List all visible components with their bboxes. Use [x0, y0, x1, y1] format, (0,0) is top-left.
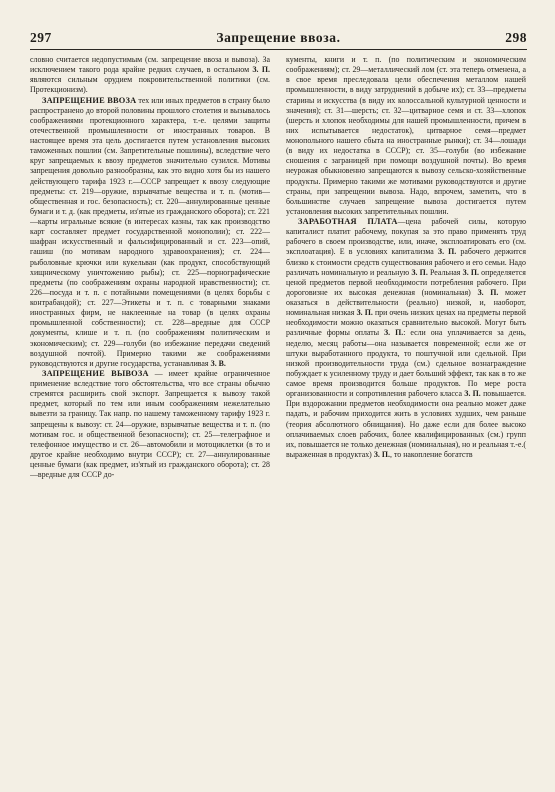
- entry-wages: ЗАРАБОТНАЯ ПЛАТА—цена рабочей силы, которую капиталист платит рабочему, покупая за это право применять труд рабочего в своем производстве, или, иначе, эксплоатировать его (см. эксплоатация). Е в условиях капитализма З. П. рабочего держится близко к стоимости средств существования рабочего и его семьи. Надо различать номинальную и реальную З. П. Реальная З. П. определяется ценой предметов первой необходимости потребления рабочего. При дороговизне их высокая денежная (номинальная) З. П. может оказаться в действительности (реально) низкой, и, наоборот, номинальная низкая З. П. при очень низких ценах на предметы первой необходимости можно оказаться сравнительно высокой. Могут быть различные формы оплаты З. П.: если она уплачивается за день, неделю, месяц работы—она называется повременной; если же от штуки выработанного продукта, то поштучной или сдельной. При низкой производительности труда (см.) сдельное вознаграждение побуждает к усиленному труду и дает больший эффект, так как в то же самое время производится больше продуктов. По мере роста организованности и сопротивления рабочего класса З. П. повышается. При вздорожании предметов необходимости она реально может даже падать, и рабочим приходится жить в условиях худших, чем раньше (теория абсолютного обнищания). Но даже если для более высоко оплачиваемых слоев рабочих, более квалифицированных (см.) групп их, повышается не только денежная (номинальная), но и реальная т.-е.( выраженная в продуктах) З. П., то накопление богатств: [286, 217, 526, 459]
- headword-import-ban: ЗАПРЕЩЕНИЕ ВВОЗА: [42, 95, 137, 105]
- header-rule: [30, 49, 527, 50]
- entry-import-ban: ЗАПРЕЩЕНИЕ ВВОЗА тех или иных предметов в страну было распространено до второй половины прошлого столетия и вызывалось соображениями протекционного характера, т.-е. целями защиты отечественной промышленности от иностранных товаров. В настоящее время эта цель достигается путем установления высоких таможенных пошлин (см. Запретительные пошлины), вследствие чего круг запрещаемых к ввозу предметов значительно сузился. Мотивы запрещения довольно разнообразны, как это видно хотя бы из нашего действующего тарифа 1923 г.—СССР запрещает к ввозу следующие предметы: ст. 219—оружие, взрывчатые вещества и т. п. (мотив—общественная и гос. безопасность); ст. 220—аннулированные ценные бумаги и т. д. (как предметы, из'ятые из гражданского оборота); ст. 221—карты игральные всякие (в интересах казны, так как производство карт составляет предмет государственной монополии); ст. 222—шафран искусственный и фальсифицированный и ст. 223—опий, гашиш (по мотивам народного здравоохранения); ст. 224—рыболовные крючки или кукельван (как продукт, способствующий хищническому уничтожению рыбы); ст. 225—порнографические предметы (по соображениям охраны народной нравственности); ст. 226—посуда и т. п. с потайными помещениями (в целях борьбы с контрабандой); ст. 227—Этикеты и т. п. с товарными знаками иностранных фирм, не наклеенные на товар (в целях охраны промышленной собственности); ст. 228—вредные для СССР документы, клише и т. п. (по соображениям политическим и экономическим); ст. 229—голуби (во избежание передачи сведений воздушной почтой). Примерно такими же соображениями руководствуются и другие государства, устанавливая З. В.: [30, 95, 270, 368]
- left-page-number: 297: [30, 30, 52, 45]
- page-header: [30, 30, 527, 48]
- headword-export-ban: ЗАПРЕЩЕНИЕ ВЫВОЗА: [42, 368, 149, 378]
- entry-export-ban: ЗАПРЕЩЕНИЕ ВЫВОЗА — имеет крайне ограниченное применение вследствие того обстоятельства, что все страны обычно стремятся расширить свой экспорт. Запрещается к вывозу такой предмет, который по тем или иным соображениям нежелательно вывезти за границу. Так напр. по нашему таможенному тарифу 1923 г. запрещены к вывозу: ст. 24—оружие, взрывчатые вещества и т. п. (по мотивам гос. и общественной безопасности); ст. 25—телеграфное и телефонное имущество и ст. 26—автомобили и мотоциклетки (в то и другое крайне необходимо внутри СССР); ст. 27—аннулированные ценные бумаги (как предмет, из'ятый из гражданского оборота); ст. 28—вредные для СССР до-: [30, 368, 270, 480]
- abbreviation: З. П.: [252, 65, 270, 75]
- left-column: [30, 55, 270, 775]
- headword-wages: ЗАРАБОТНАЯ ПЛАТА: [298, 217, 398, 226]
- abbreviation: З. В.: [210, 358, 226, 368]
- paragraph-continuation: словно считается недопустимым (см. запрещение ввоза и вывоза). За исключением такого рода крайне редких случаев, в остальном З. П. являются сильным орудием покровительственной политики (см. Протекционизм).: [30, 55, 270, 95]
- right-page-number: 298: [505, 30, 527, 45]
- right-column: [286, 55, 526, 775]
- paragraph-continuation: кументы, книги и т. п. (по политическим и экономическим соображениям); ст. 29—металлический лом (ст. эта теперь отменена, а в свое время преследовала цели обеспечения металлом нашей промышленности, в виду затруднений в добыче их); ст. 33—предметы старины и искусства (в виду их колоссальной культурной ценности и значения); ст. 31—шерсть; ст. 32—цитварное семя и ст. 33—хлопок (шерсть и хлопок необходимы для нашей промышленности, причем в них испытывается недостаток), цитварное семя—предмет монопольного нашего сбыта на иностранные рынки); ст. 34—лошади (в виду их недостатка в СССР); ст. 35—голуби (во избежание сношения с заграницей при помощи воздушной почты). Во время неурожая обыкновенно запрещаются к вывозу сельско-хозяйственные продукты. Примерно такими же мотивами руководствуются и другие страны, при запрещении вывоза. Надо, впрочем, заметить, что в большинстве случаев запрещение вывоза достигается путем установления высоких запретительных пошлин.: [286, 55, 526, 216]
- running-title: Запрещение ввоза.: [216, 30, 341, 45]
